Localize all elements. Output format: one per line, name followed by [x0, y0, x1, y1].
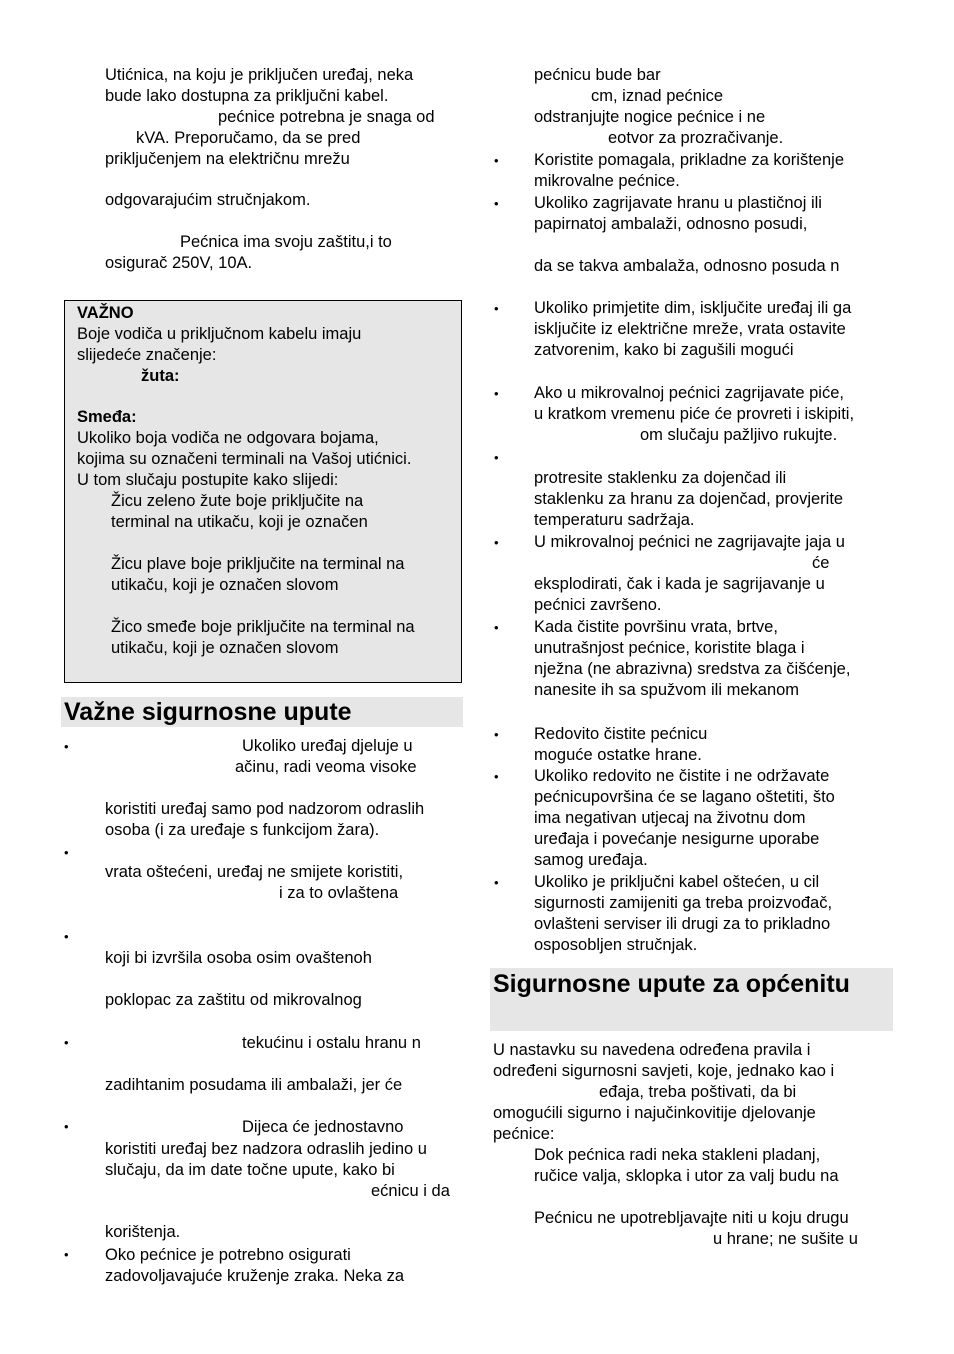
- text-line: papirnatoj ambalaži, odnosno posudi,: [534, 215, 808, 233]
- text-line: vrata oštećeni, uređaj ne smijete koristiti,: [105, 863, 404, 881]
- text-line: ručice valja, sklopka i utor za valj budu na: [534, 1167, 839, 1185]
- text-line: Pećnica ima svoju zaštitu,i to: [180, 233, 392, 251]
- text-line: priključenjem na električnu mrežu: [105, 150, 350, 168]
- text-line: koristiti uređaj samo pod nadzorom odraslih: [105, 800, 425, 818]
- text-line: Kada čistite površinu vrata, brtve,: [534, 618, 778, 636]
- text-line: Žicu plave boje priključite na terminal na: [111, 555, 405, 573]
- bullet-icon: •: [494, 301, 499, 316]
- text-line: i za to ovlaštena: [279, 884, 399, 902]
- text-line: pećnicu bude bar: [534, 66, 661, 84]
- text-line: nježna (ne abrazivna) sredstva za čišćenje,: [534, 660, 851, 678]
- section-heading: Sigurnosne upute za općenitu: [493, 970, 850, 998]
- text-line: samog uređaja.: [534, 851, 648, 869]
- text-line: Ukoliko boja vodiča ne odgovara bojama,: [77, 429, 379, 447]
- text-line: Koristite pomagala, prikladne za korištenje: [534, 151, 844, 169]
- bullet-icon: •: [494, 386, 499, 401]
- text-line: uređaja i povećanje nesigurne uporabe: [534, 830, 820, 848]
- text-line: staklenku za hranu za dojenčad, provjerite: [534, 490, 844, 508]
- bullet-icon: •: [64, 739, 69, 754]
- text-line: moguće ostatke hrane.: [534, 746, 702, 764]
- bullet-icon: •: [494, 153, 499, 168]
- bullet-icon: •: [494, 535, 499, 550]
- text-line: ećnicu i da: [371, 1182, 450, 1200]
- bullet-icon: •: [494, 875, 499, 890]
- text-line: zatvorenim, kako bi zagušili mogući: [534, 341, 794, 359]
- bullet-icon: •: [494, 196, 499, 211]
- text-line: da se takva ambalaža, odnosno posuda n: [534, 257, 840, 275]
- section-heading: Važne sigurnosne upute: [64, 698, 352, 726]
- text-line: Dok pećnica radi neka stakleni pladanj,: [534, 1146, 821, 1164]
- text-line: cm, iznad pećnice: [591, 87, 724, 105]
- bullet-icon: •: [494, 620, 499, 635]
- text-line: kojima su označeni terminali na Vašoj utićnici.: [77, 450, 412, 468]
- text-line: temperaturu sadržaja.: [534, 511, 695, 529]
- text-line: U nastavku su navedena određena pravila i: [493, 1041, 811, 1059]
- text-line: Ukoliko uređaj djeluje u: [242, 737, 413, 755]
- text-line: osigurač 250V, 10A.: [105, 254, 253, 272]
- text-line: Boje vodiča u priključnom kabelu imaju: [77, 325, 362, 343]
- text-line: pećnice:: [493, 1125, 555, 1143]
- text-line: osposobljen stručnjak.: [534, 936, 698, 954]
- text-line: korištenja.: [105, 1223, 181, 1241]
- text-line: koji bi izvršila osoba osim ovaštenoh: [105, 949, 372, 967]
- text-line: utikaču, koji je označen slovom: [111, 576, 339, 594]
- text-line: sigurnosti zamijeniti ga treba proizvođač,: [534, 894, 833, 912]
- text-line: poklopac za zaštitu od mikrovalnog: [105, 991, 362, 1009]
- text-line: Ukoliko zagrijavate hranu u plastičnoj ili: [534, 194, 822, 212]
- text-line: Žicu zeleno žute boje priključite na: [111, 492, 364, 510]
- text-line: Žico smeđe boje priključite na terminal na: [111, 618, 415, 636]
- text-line: odgovarajućim stručnjakom.: [105, 191, 311, 209]
- text-line: Ukoliko redovito ne čistite i ne održavate: [534, 767, 830, 785]
- label-zuta: žuta:: [141, 367, 180, 385]
- bullet-icon: •: [64, 845, 69, 860]
- text-line: u kratkom vremenu piće će provreti i iskipiti,: [534, 405, 855, 423]
- text-line: kVA. Preporučamo, da se pred: [136, 129, 361, 147]
- box-title: VAŽNO: [77, 304, 134, 322]
- text-line: protresite staklenku za dojenčad ili: [534, 469, 787, 487]
- text-line: Ukoliko je priključni kabel oštećen, u cil: [534, 873, 820, 891]
- text-line: pećnici završeno.: [534, 596, 662, 614]
- bullet-icon: •: [494, 769, 499, 784]
- text-line: slučaju, da im date točne upute, kako bi: [105, 1161, 395, 1179]
- bullet-icon: •: [494, 450, 499, 465]
- text-line: terminal na utikaču, koji je označen: [111, 513, 368, 531]
- text-line: Redovito čistite pećnicu: [534, 725, 708, 743]
- text-line: mikrovalne pećnice.: [534, 172, 680, 190]
- text-line: om slučaju pažljivo rukujte.: [640, 426, 838, 444]
- text-line: Dijeca će jednostavno: [242, 1118, 404, 1136]
- text-line: koristiti uređaj bez nadzora odraslih jedino u: [105, 1140, 427, 1158]
- label-smeda: Smeđa:: [77, 408, 137, 426]
- text-line: Oko pećnice je potrebno osigurati: [105, 1246, 351, 1264]
- text-line: u hrane; ne sušite u: [713, 1230, 858, 1248]
- text-line: Ukoliko primjetite dim, isključite uređaj ili ga: [534, 299, 852, 317]
- text-line: određeni sigurnosni savjeti, koje, jednako kao i: [493, 1062, 835, 1080]
- text-line: Pećnicu ne upotrebljavajte niti u koju drugu: [534, 1209, 849, 1227]
- text-line: bude lako dostupna za priključni kabel.: [105, 87, 389, 105]
- text-line: eotvor za prozračivanje.: [608, 129, 784, 147]
- text-line: ovlašteni serviser ili drugi za to prikladno: [534, 915, 831, 933]
- text-line: utikaču, koji je označen slovom: [111, 639, 339, 657]
- text-line: Ako u mikrovalnoj pećnici zagrijavate piće,: [534, 384, 844, 402]
- text-line: pećnicupovršina će se lagano oštetiti, što: [534, 788, 835, 806]
- text-line: Utićnica, na koju je priključen uređaj, neka: [105, 66, 414, 84]
- text-line: isključite iz električne mreže, vrata ostavite: [534, 320, 846, 338]
- bullet-icon: •: [64, 1035, 69, 1050]
- text-line: ačinu, radi veoma visoke: [235, 758, 417, 776]
- text-line: ima negativan utjecaj na životnu dom: [534, 809, 806, 827]
- text-line: tekućinu i ostalu hranu n: [242, 1034, 421, 1052]
- text-line: slijedeće značenje:: [77, 346, 217, 364]
- text-line: pećnice potrebna je snaga od: [218, 108, 435, 126]
- text-line: osoba (i za uređaje s funkcijom žara).: [105, 821, 380, 839]
- bullet-icon: •: [64, 1119, 69, 1134]
- text-line: omogućili sigurno i najučinkovitije djelovanje: [493, 1104, 816, 1122]
- text-line: odstranjujte nogice pećnice i ne: [534, 108, 766, 126]
- text-line: U mikrovalnoj pećnici ne zagrijavajte jaja u: [534, 533, 845, 551]
- text-line: eđaja, treba poštivati, da bi: [599, 1083, 797, 1101]
- text-line: eksplodirati, čak i kada je sagrijavanje u: [534, 575, 825, 593]
- text-line: će: [812, 554, 830, 572]
- text-line: unutrašnjost pećnice, koristite blaga i: [534, 639, 805, 657]
- bullet-icon: •: [494, 727, 499, 742]
- text-line: zadihtanim posudama ili ambalaži, jer će: [105, 1076, 403, 1094]
- text-line: nanesite ih sa spužvom ili mekanom: [534, 681, 800, 699]
- text-line: U tom slučaju postupite kako slijedi:: [77, 471, 339, 489]
- bullet-icon: •: [64, 1247, 69, 1262]
- text-line: zadovoljavajuće kruženje zraka. Neka za: [105, 1267, 404, 1285]
- bullet-icon: •: [64, 929, 69, 944]
